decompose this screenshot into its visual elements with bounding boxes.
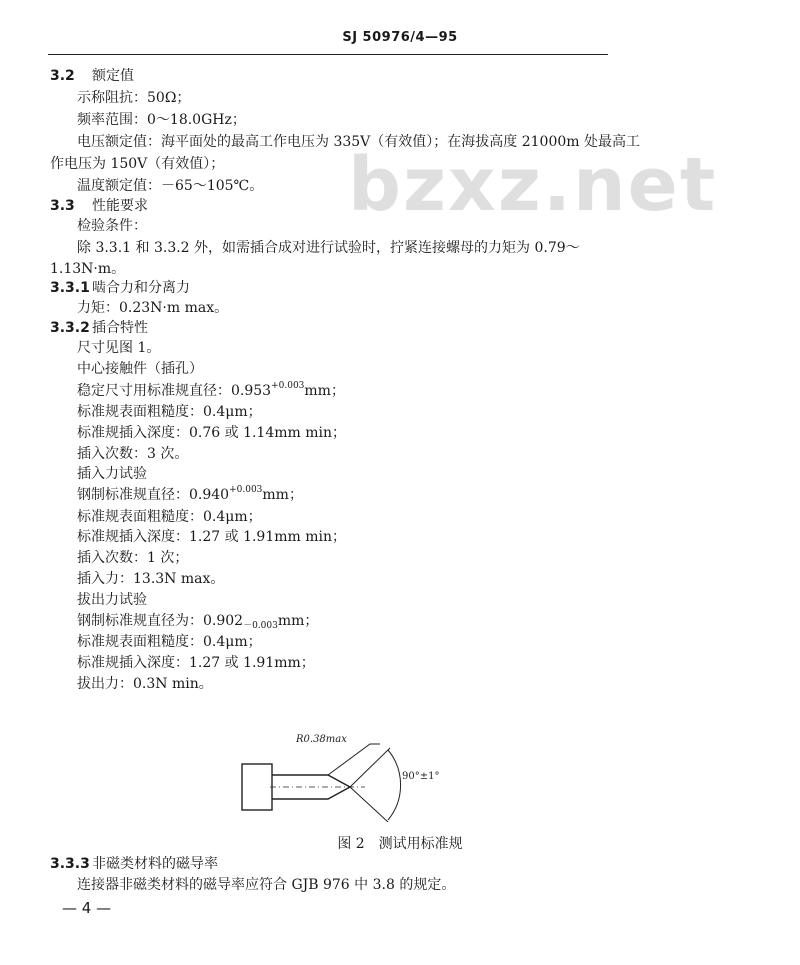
pull-diameter-value: 钢制标准规直径为：0.902 [77,613,244,629]
section-title: 额定值 [92,68,134,84]
surface-roughness-3: 标准规表面粗糙度：0.4μm； [77,634,262,650]
section-3-3-3-heading [50,855,218,873]
angle-label: 90°±1° [402,771,440,782]
header-rule [48,54,608,55]
unit: mm； [277,613,319,629]
rated-voltage-line2: 作电压为 150V（有效值）； [50,156,225,172]
surface-roughness-2: 标准规表面粗糙度：0.4μm； [77,509,262,525]
rated-temperature: 温度额定值：－65～105℃。 [77,178,264,194]
gauge-diameter [77,382,345,400]
insertion-depth-3: 标准规插入深度：1.27 或 1.91mm； [77,655,315,671]
withdrawal-force: 拔出力：0.3N min。 [77,676,213,692]
see-figure-note: 尺寸见图 1。 [77,340,161,356]
section-number: 3.3 [50,198,75,214]
withdrawal-test-heading: 拔出力试验 [77,592,147,608]
section-number: 3.3.1 [50,280,90,296]
unit: mm； [304,383,345,399]
tolerance-sub: －0.003 [243,621,278,631]
insertion-depth-2: 标准规插入深度：1.27 或 1.91mm min； [77,529,347,545]
page-header: SJ 50976/4—95 [342,30,458,45]
section-3-3-1-heading [50,279,190,297]
insertion-force: 插入力：13.3N max。 [77,571,225,587]
insertion-times-2: 插入次数：1 次； [77,550,189,566]
torque-line1: 除 3.3.1 和 3.3.2 外，如需插合成对进行试验时，拧紧连接螺母的力矩为 0.79～ [77,240,580,256]
section-number: 3.3.2 [50,320,90,336]
radius-leader [328,744,380,775]
insertion-depth-1: 标准规插入深度：0.76 或 1.14mm min； [77,425,347,441]
test-conditions: 检验条件： [77,218,147,234]
steel-diameter-value: 钢制标准规直径：0.940 [77,487,230,503]
permeability-requirement: 连接器非磁类材料的磁导率应符合 GJB 976 中 3.8 的规定。 [77,877,456,893]
unit: mm； [262,487,303,503]
rated-voltage-line1: 电压额定值：海平面处的最高工作电压为 335V（有效值）；在海拔高度 21000m 处最高工 [77,134,640,150]
torque-line2: 1.13N·m。 [50,261,126,277]
tolerance-sup: +0.003 [271,381,305,391]
insertion-times-1: 插入次数：3 次。 [77,446,189,462]
gauge-body [242,764,272,810]
tolerance-sup: +0.003 [229,485,263,495]
radius-label: R0.38max [296,734,347,745]
engage-torque: 力矩：0.23N·m max。 [77,300,229,316]
section-3-3-2-heading [50,319,148,337]
page-number: — 4 — [62,899,112,917]
watermark: bzxz.net [348,142,718,228]
section-number: 3.2 [50,68,75,84]
section-number: 3.3.3 [50,856,90,872]
insertion-force-test-heading: 插入力试验 [77,466,147,482]
section-3-2-heading [50,67,134,85]
rated-frequency: 频率范围：0～18.0GHz； [77,112,246,128]
steel-gauge-diameter [77,486,303,504]
section-title: 非磁类材料的磁导率 [92,856,218,872]
section-title: 插合特性 [92,320,148,336]
section-title: 啮合力和分离力 [92,280,190,296]
rated-impedance: 示称阻抗：50Ω； [77,90,191,106]
surface-roughness-1: 标准规表面粗糙度：0.4μm； [77,404,262,420]
gauge-diameter-value: 稳定尺寸用标准规直径：0.953 [77,383,272,399]
test-gauge-figure [230,722,470,822]
center-contact-heading: 中心接触件（插孔） [77,361,203,377]
figure-caption: 图 2 测试用标准规 [337,836,463,852]
section-3-3-heading [50,197,148,215]
angle-arc [388,750,401,820]
pull-gauge-diameter [77,612,318,630]
angle-line-lower [350,787,388,822]
section-title: 性能要求 [92,198,148,214]
